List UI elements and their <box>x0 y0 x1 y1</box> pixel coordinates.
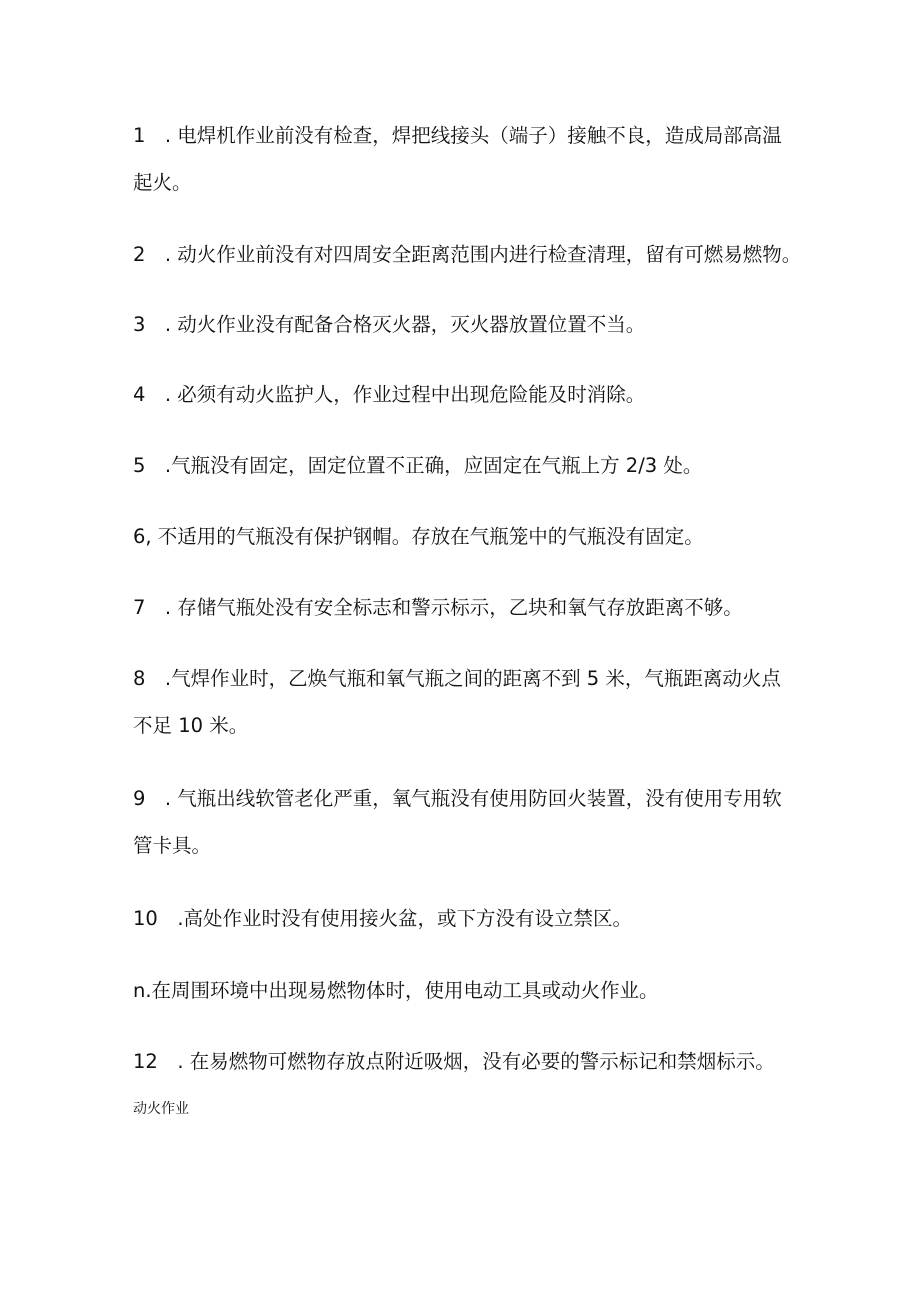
item-2-line-1: 2 . 动火作业前没有对四周安全距离范围内进行检查清理，留有可燃易燃物。 <box>133 243 802 266</box>
item-8-line-1: 8 .气焊作业时，乙焕气瓶和氧气瓶之间的距离不到 5 米，气瓶距离动火点 <box>133 667 781 690</box>
item-1-line-2: 起火。 <box>133 171 192 194</box>
item-10-line-1: 10 .高处作业时没有使用接火盆，或下方没有设立禁区。 <box>133 907 633 930</box>
footer-note: 动火作业 <box>133 1101 189 1117</box>
item-5-line-1: 5 .气瓶没有固定，固定位置不正确，应固定在气瓶上方 2/3 处。 <box>133 454 703 477</box>
item-11-line-1: n.在周围环境中出现易燃物体时，使用电动工具或动火作业。 <box>133 979 659 1002</box>
item-4-line-1: 4 . 必须有动火监护人，作业过程中出现危险能及时消除。 <box>133 383 646 406</box>
item-12-line-1: 12 . 在易燃物可燃物存放点附近吸烟，没有必要的警示标记和禁烟标示。 <box>133 1050 775 1073</box>
item-8-line-2: 不足 10 米。 <box>133 714 249 737</box>
item-6-line-1: 6, 不适用的气瓶没有保护钢帽。存放在气瓶笼中的气瓶没有固定。 <box>133 525 704 548</box>
item-9-line-2: 管卡具。 <box>133 834 212 857</box>
item-7-line-1: 7 . 存储气瓶处没有安全标志和警示标示，乙块和氧气存放距离不够。 <box>133 596 743 619</box>
item-1-line-1: 1 . 电焊机作业前没有检查，焊把线接头（端子）接触不良，造成局部高温 <box>133 124 782 147</box>
item-3-line-1: 3 . 动火作业没有配备合格灭火器，灭火器放置位置不当。 <box>133 313 646 336</box>
item-9-line-1: 9 . 气瓶出线软管老化严重，氧气瓶没有使用防回火装置，没有使用专用软 <box>133 787 782 810</box>
